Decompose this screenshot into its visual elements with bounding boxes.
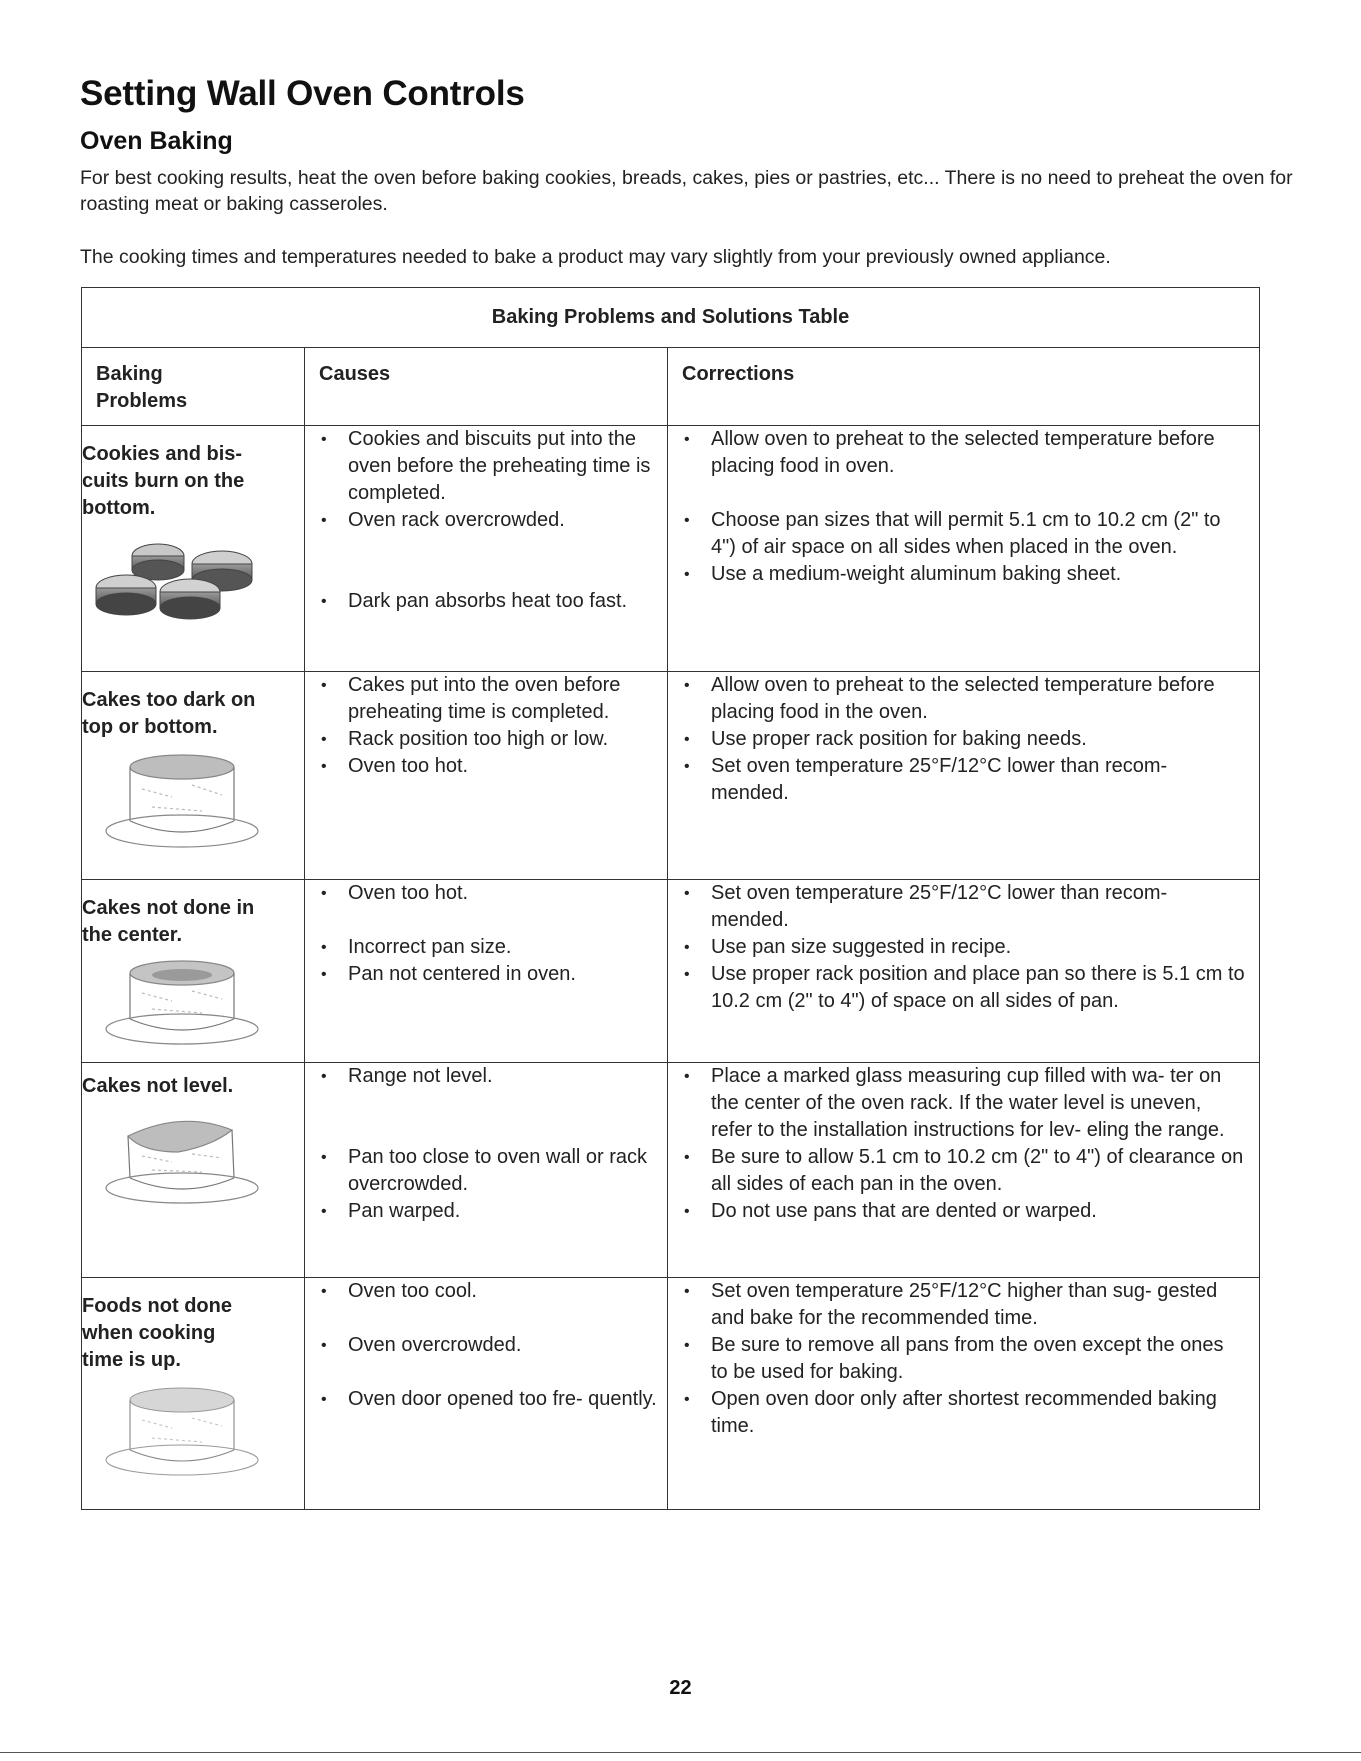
corrections-cell <box>668 880 1260 1063</box>
cake-sunken-illustration <box>82 955 272 1047</box>
table-row <box>82 672 1260 880</box>
footer-rule <box>0 1752 1361 1753</box>
intro-paragraph-2: The cooking times and temperatures needed to bake a product may vary slightly from your previously owned appliance. <box>80 246 1111 268</box>
cause-item: • Rack position too high or low. <box>319 726 667 753</box>
page-title: Setting Wall Oven Controls <box>80 74 525 113</box>
correction-item: • Place a marked glass measuring cup filled with wa- ter on the center of the oven rack. If the water level is uneven, refer to the installation instructions for lev- eling the range. <box>682 1063 1245 1144</box>
problem-text: Foods not done when cooking time is up. <box>82 1295 232 1371</box>
corrections-cell <box>668 1063 1260 1278</box>
problem-cell <box>82 1063 305 1278</box>
cause-item: • Pan not centered in oven. <box>319 961 667 988</box>
page-number: 22 <box>669 1677 692 1699</box>
correction-item: • Set oven temperature 25°F/12°C higher than sug- gested and bake for the recommended time. <box>682 1278 1245 1332</box>
correction-item: • Use proper rack position for baking needs. <box>682 726 1245 753</box>
table-row <box>82 1063 1260 1278</box>
causes-cell <box>305 880 668 1063</box>
problem-cell <box>82 672 305 880</box>
causes-cell <box>305 1063 668 1278</box>
cause-item: • Cookies and biscuits put into the oven before the preheating time is completed. <box>319 426 667 507</box>
causes-cell <box>305 672 668 880</box>
correction-item: • Allow oven to preheat to the selected temperature before placing food in oven. <box>682 426 1245 480</box>
problem-cell <box>82 1278 305 1510</box>
cookies-illustration <box>82 528 272 626</box>
header-problems-line1: Baking <box>96 363 163 385</box>
cause-item: • Oven rack overcrowded. <box>319 507 667 534</box>
cake-pale-illustration <box>82 1380 272 1480</box>
cause-item: • Oven too cool. <box>319 1278 667 1305</box>
corrections-cell <box>668 1278 1260 1510</box>
cause-item: • Oven too hot. <box>319 880 667 907</box>
correction-item: • Set oven temperature 25°F/12°C lower than recom- mended. <box>682 880 1245 934</box>
problem-text: Cakes too dark on top or bottom. <box>82 689 256 738</box>
correction-item: • Use proper rack position and place pan so there is 5.1 cm to 10.2 cm (2" to 4") of space on all sides of pan. <box>682 961 1245 1015</box>
table-title-cell <box>82 288 1260 348</box>
correction-item: • Choose pan sizes that will permit 5.1 cm to 10.2 cm (2" to 4") of air space on all sides when placed in the oven. <box>682 507 1245 561</box>
header-causes: Causes <box>305 348 668 426</box>
header-problems <box>82 348 305 426</box>
problem-text: Cookies and bis- cuits burn on the bottom. <box>82 443 245 519</box>
problem-text: Cakes not level. <box>82 1075 234 1097</box>
corrections-cell <box>668 426 1260 672</box>
causes-cell <box>305 1278 668 1510</box>
table-title: Baking Problems and Solutions Table <box>491 306 850 328</box>
correction-item: • Be sure to remove all pans from the oven except the ones to be used for baking. <box>682 1332 1245 1386</box>
cause-item: • Oven too hot. <box>319 753 667 780</box>
cause-item: • Oven door opened too fre- quently. <box>319 1386 667 1413</box>
problem-cell <box>82 880 305 1063</box>
table-row <box>82 426 1260 672</box>
header-corrections: Corrections <box>668 348 1260 426</box>
cake-illustration <box>82 747 272 851</box>
cause-item: • Incorrect pan size. <box>319 934 667 961</box>
baking-problems-table <box>81 287 1260 1510</box>
correction-item: • Use a medium-weight aluminum baking sheet. <box>682 561 1245 588</box>
cause-item: • Range not level. <box>319 1063 667 1090</box>
cause-item: • Oven overcrowded. <box>319 1332 667 1359</box>
cake-tilted-illustration <box>82 1106 272 1206</box>
correction-item: • Do not use pans that are dented or warped. <box>682 1198 1245 1225</box>
problem-cell <box>82 426 305 672</box>
cause-item: • Pan warped. <box>319 1198 667 1225</box>
corrections-cell <box>668 672 1260 880</box>
cause-item: • Cakes put into the oven before preheating time is completed. <box>319 672 667 726</box>
cause-item: • Pan too close to oven wall or rack overcrowded. <box>319 1144 667 1198</box>
intro-paragraph-1: For best cooking results, heat the oven before baking cookies, breads, cakes, pies or pastries, etc... There is no need to preheat the oven for roasting meat or baking casseroles. <box>80 167 1293 215</box>
correction-item: • Use pan size suggested in recipe. <box>682 934 1245 961</box>
table-row <box>82 1278 1260 1510</box>
correction-item: • Allow oven to preheat to the selected temperature before placing food in the oven. <box>682 672 1245 726</box>
problem-text: Cakes not done in the center. <box>82 897 255 946</box>
table-row <box>82 880 1260 1063</box>
causes-cell <box>305 426 668 672</box>
cause-item: • Dark pan absorbs heat too fast. <box>319 588 667 615</box>
correction-item: • Set oven temperature 25°F/12°C lower than recom- mended. <box>682 753 1245 807</box>
section-heading: Oven Baking <box>80 127 233 155</box>
header-problems-line2: Problems <box>96 390 188 412</box>
correction-item: • Be sure to allow 5.1 cm to 10.2 cm (2" to 4") of clearance on all sides of each pan in the oven. <box>682 1144 1245 1198</box>
correction-item: • Open oven door only after shortest recommended baking time. <box>682 1386 1245 1440</box>
